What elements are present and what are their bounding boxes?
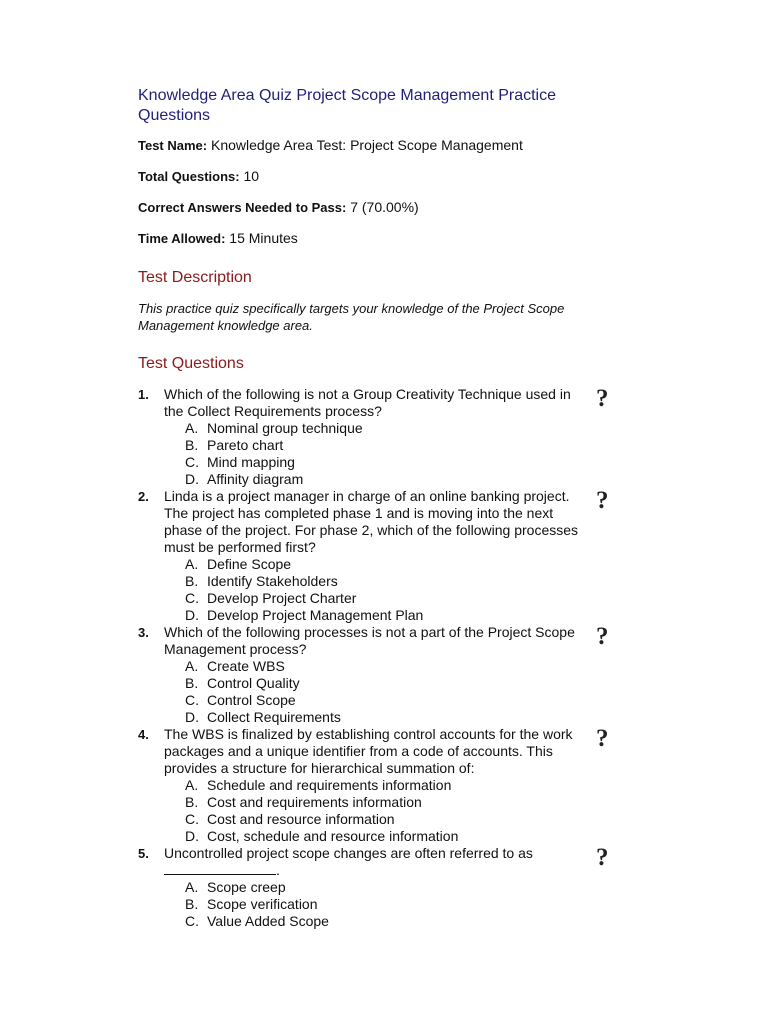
option-list xyxy=(138,420,618,488)
question-list xyxy=(138,386,618,930)
option-text: Value Added Scope xyxy=(207,913,329,929)
question-number: 5. xyxy=(138,846,149,861)
option-b xyxy=(185,573,618,590)
question-number: 3. xyxy=(138,625,149,640)
option-c xyxy=(185,590,618,607)
option-c xyxy=(185,913,618,930)
option-text: Nominal group technique xyxy=(207,420,363,436)
option-text: Cost and requirements information xyxy=(207,794,422,810)
option-letter: D. xyxy=(185,828,199,844)
option-letter: A. xyxy=(185,556,199,572)
answer-blank xyxy=(164,862,276,875)
total-questions-label: Total Questions: xyxy=(138,169,240,184)
option-text: Collect Requirements xyxy=(207,709,341,725)
option-c xyxy=(185,811,618,828)
time-allowed-value: 15 Minutes xyxy=(229,230,298,246)
question-help-icon[interactable]: ? xyxy=(596,725,609,752)
question-text-suffix: . xyxy=(276,862,280,878)
option-letter: A. xyxy=(185,879,199,895)
option-letter: D. xyxy=(185,709,199,725)
option-text: Cost, schedule and resource information xyxy=(207,828,459,844)
question-text: Which of the following processes is not a part of the Project Scope Management process? xyxy=(164,624,575,657)
option-text: Schedule and requirements information xyxy=(207,777,452,793)
question-text: Which of the following is not a Group Creativity Technique used in the Collect Requirements process? xyxy=(164,386,571,419)
option-letter: C. xyxy=(185,811,199,827)
option-list xyxy=(138,556,618,624)
questions-heading: Test Questions xyxy=(138,355,244,372)
pass-threshold-row xyxy=(138,198,618,217)
option-a xyxy=(185,556,618,573)
option-letter: C. xyxy=(185,590,199,606)
time-allowed-row xyxy=(138,229,618,248)
question-text: The WBS is finalized by establishing control accounts for the work packages and a unique identifier from a code of accounts. This provides a structure for hierarchical summation of: xyxy=(164,726,573,776)
question-number: 2. xyxy=(138,489,149,504)
question-1 xyxy=(138,386,618,488)
option-letter: A. xyxy=(185,658,199,674)
option-d xyxy=(185,471,618,488)
question-3 xyxy=(138,624,618,726)
question-help-icon[interactable]: ? xyxy=(596,385,609,412)
option-text: Control Scope xyxy=(207,692,296,708)
option-text: Affinity diagram xyxy=(207,471,304,487)
total-questions-value: 10 xyxy=(243,168,260,184)
time-allowed-label: Time Allowed: xyxy=(138,231,226,246)
question-text xyxy=(164,845,584,879)
option-list xyxy=(138,879,618,930)
option-letter: A. xyxy=(185,420,199,436)
test-name-label: Test Name: xyxy=(138,138,208,153)
option-letter: C. xyxy=(185,692,199,708)
question-4 xyxy=(138,726,618,845)
option-b xyxy=(185,437,618,454)
page-title: Knowledge Area Quiz Project Scope Management Practice Questions xyxy=(138,87,557,124)
pass-threshold-value: 7 (70.00%) xyxy=(350,199,419,215)
option-d xyxy=(185,709,618,726)
option-text: Scope creep xyxy=(207,879,286,895)
option-text: Create WBS xyxy=(207,658,285,674)
question-text-main: Uncontrolled project scope changes are often referred to as xyxy=(164,845,533,861)
test-name-row xyxy=(138,136,618,155)
option-c xyxy=(185,454,618,471)
option-a xyxy=(185,658,618,675)
option-a xyxy=(185,777,618,794)
option-text: Pareto chart xyxy=(207,437,284,453)
description-text: This practice quiz specifically targets your knowledge of the Project Scope Management knowledge area. xyxy=(138,301,565,333)
option-b xyxy=(185,675,618,692)
question-number: 1. xyxy=(138,387,149,402)
question-2 xyxy=(138,488,618,624)
question-5 xyxy=(138,845,618,930)
question-help-icon[interactable]: ? xyxy=(596,487,609,514)
option-text: Scope verification xyxy=(207,896,318,912)
option-letter: A. xyxy=(185,777,199,793)
option-letter: C. xyxy=(185,913,199,929)
document-page xyxy=(138,86,618,930)
option-text: Develop Project Charter xyxy=(207,590,357,606)
option-text: Develop Project Management Plan xyxy=(207,607,424,623)
option-text: Cost and resource information xyxy=(207,811,395,827)
option-d xyxy=(185,607,618,624)
option-list xyxy=(138,658,618,726)
option-b xyxy=(185,896,618,913)
total-questions-row xyxy=(138,167,618,186)
option-a xyxy=(185,420,618,437)
option-letter: D. xyxy=(185,607,199,623)
option-letter: B. xyxy=(185,437,199,453)
option-list xyxy=(138,777,618,845)
option-text: Mind mapping xyxy=(207,454,295,470)
option-letter: C. xyxy=(185,454,199,470)
test-name-value: Knowledge Area Test: Project Scope Management xyxy=(211,137,523,153)
question-number: 4. xyxy=(138,727,149,742)
question-help-icon[interactable]: ? xyxy=(596,623,609,650)
option-letter: B. xyxy=(185,675,199,691)
question-help-icon[interactable]: ? xyxy=(596,844,609,871)
option-d xyxy=(185,828,618,845)
question-text: Linda is a project manager in charge of an online banking project. The project has completed phase 1 and is moving into the next phase of the project. For phase 2, which of the following processes must be performed first? xyxy=(164,488,579,555)
description-heading: Test Description xyxy=(138,269,252,286)
option-text: Identify Stakeholders xyxy=(207,573,338,589)
option-text: Define Scope xyxy=(207,556,292,572)
option-letter: B. xyxy=(185,896,199,912)
option-letter: B. xyxy=(185,794,199,810)
option-letter: D. xyxy=(185,471,199,487)
option-b xyxy=(185,794,618,811)
option-c xyxy=(185,692,618,709)
pass-threshold-label: Correct Answers Needed to Pass: xyxy=(138,200,347,215)
option-text: Control Quality xyxy=(207,675,300,691)
option-letter: B. xyxy=(185,573,199,589)
option-a xyxy=(185,879,618,896)
